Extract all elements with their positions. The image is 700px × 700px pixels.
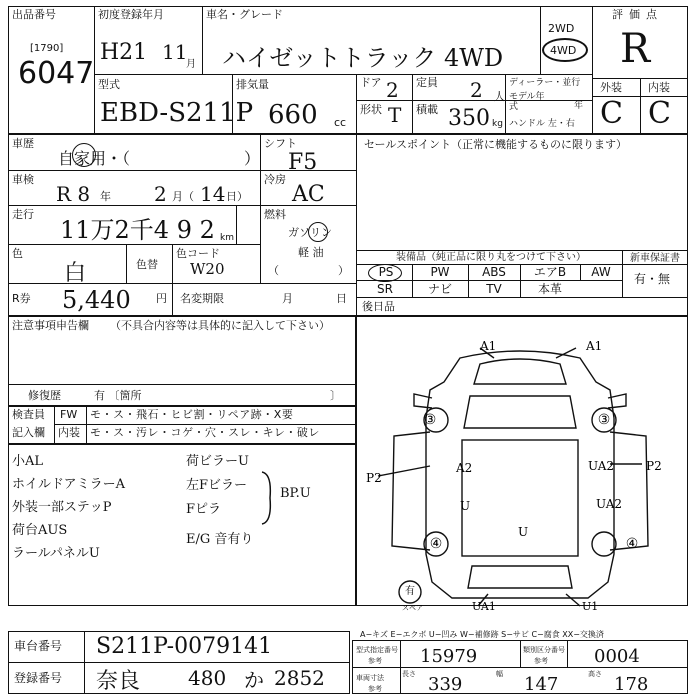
- diagram-label: P2: [646, 459, 662, 473]
- remark-right-item: Fピラ: [186, 502, 222, 517]
- registration-year: H21: [100, 40, 148, 65]
- new-warranty-label: 新車保証書: [630, 253, 680, 264]
- model-label: 型式: [98, 78, 120, 91]
- equip-abs: ABS: [482, 265, 506, 279]
- inspection-month: 2: [154, 182, 167, 206]
- mileage-label: 走行: [12, 208, 34, 221]
- name-change-day: 日: [336, 292, 347, 305]
- doors-value: 2: [386, 78, 399, 102]
- color-value: 白: [64, 261, 87, 286]
- shape-value: T: [388, 103, 402, 127]
- diagram-label: UA2: [588, 459, 615, 473]
- approved-ref: 参考: [368, 657, 382, 665]
- equip-aw: AW: [591, 265, 611, 279]
- color-code-label: 色コード: [176, 247, 220, 260]
- fuel-diesel: 軽 油: [298, 246, 324, 259]
- model-value: EBD-S211P: [100, 98, 254, 128]
- displacement-label: 排気量: [236, 78, 269, 91]
- inspection-label: 車検: [12, 173, 34, 186]
- grade-exterior: C: [600, 96, 623, 131]
- shape-label: 形状: [360, 103, 382, 116]
- equip-sr: SR: [377, 282, 393, 296]
- recycle-value: 5,440: [62, 286, 131, 314]
- repair-close: 〕: [330, 389, 341, 402]
- fw-label: FW: [60, 408, 78, 421]
- grade-overall: R: [620, 26, 651, 72]
- damage-legend: A−キズ E−エクボ U−凹み W−補修跡 S−サビ C−腐食 XX−交換済: [360, 630, 604, 639]
- grade-label: 評価点: [612, 8, 663, 21]
- history-value: 自家用・（: [58, 149, 131, 168]
- equip-ps: PS: [378, 265, 394, 279]
- lot-code: [1790]: [30, 43, 64, 54]
- remark-bracket-text: BP.U: [280, 486, 311, 501]
- diagram-label: A1: [480, 339, 497, 353]
- color-code: W20: [190, 260, 225, 278]
- repair-value: 有 〔箇所: [94, 389, 142, 402]
- dimension-ref: 参考: [368, 685, 382, 693]
- diagram-label: A1: [586, 339, 603, 353]
- equip-navi: ナビ: [427, 282, 452, 296]
- interior-label: 内装: [648, 81, 670, 94]
- diagram-label: UA1: [472, 600, 496, 612]
- dimension-label: 車両寸法: [356, 674, 384, 682]
- equip-leather: 本革: [537, 282, 562, 296]
- lot-label: 出品番号: [12, 8, 56, 21]
- model-year-label: モデル年式: [509, 92, 545, 112]
- diagram-label: P2: [366, 471, 382, 485]
- mileage-value: 11万2千4 9 2: [60, 216, 215, 244]
- interior-line: モ・ス・汚レ・コゲ・穴・スレ・キレ・破レ: [90, 426, 320, 439]
- equipment-label: 装備品（純正品に限り丸をつけて下さい）: [396, 252, 586, 263]
- history-label: 車歴: [12, 137, 34, 150]
- model-year-unit: 年: [574, 101, 584, 111]
- width-value: 147: [524, 674, 559, 695]
- capacity-value: 2: [470, 78, 483, 102]
- category-value: 0004: [594, 646, 640, 667]
- remark-right-item: 荷ビラーU: [186, 454, 249, 469]
- shift-label: シフト: [264, 137, 297, 150]
- length-label: 長さ: [402, 670, 416, 678]
- approved-value: 15979: [420, 646, 478, 667]
- load-label: 積載: [416, 103, 438, 116]
- equip-ps-circle: [368, 264, 402, 282]
- remark-left-item: ホイルドアミラーA: [12, 477, 125, 492]
- remark-right-item: 左Fビラー: [186, 478, 248, 493]
- new-warranty-value: 有・無: [634, 272, 671, 286]
- chassis-value: S211P-0079141: [96, 634, 273, 659]
- diagram-label: ③: [423, 412, 437, 428]
- inspector-interior-label: 内装: [58, 426, 80, 439]
- displacement-unit: cc: [334, 116, 347, 129]
- load-unit: kg: [492, 119, 503, 129]
- remark-left-item: 外装一部ステッP: [12, 500, 112, 515]
- remarks-left: [12, 450, 125, 565]
- height-label: 高さ: [588, 670, 602, 678]
- height-value: 178: [614, 674, 649, 695]
- diagram-label: ④: [625, 536, 639, 552]
- fuel-gasoline: ガソリン: [288, 226, 332, 239]
- registration-month-unit: 月: [186, 59, 196, 70]
- notes-hint: （不具合内容等は具体的に記入して下さい）: [110, 319, 330, 332]
- mileage-unit: km: [220, 233, 234, 243]
- doors-label: ドア: [360, 76, 382, 89]
- capacity-label: 定員: [416, 76, 438, 89]
- history-close: ）: [244, 149, 261, 168]
- remark-bracket-icon: [258, 470, 278, 526]
- after-date-label: 後日品: [362, 300, 395, 313]
- diagram-label: ③: [597, 412, 611, 428]
- registration-month: 11: [162, 40, 188, 64]
- load-value: 350: [448, 106, 490, 131]
- fuel-paren-open: （: [268, 264, 279, 277]
- diagram-label: UA2: [596, 497, 623, 511]
- diagram-label: ④: [429, 536, 443, 552]
- sales-point-label: セールスポイント（正常に機能するものに限ります）: [364, 138, 628, 151]
- plate-kana: か: [244, 668, 264, 692]
- drive-2wd: 2WD: [548, 22, 575, 35]
- plate-region: 奈良: [96, 669, 141, 694]
- spare-value: 有: [405, 586, 415, 597]
- registration-label: 初度登録年月: [98, 8, 164, 21]
- drive-4wd: 4WD: [550, 44, 577, 57]
- history-selected-circle: [72, 143, 96, 167]
- diagram-label: U: [518, 525, 529, 539]
- recycle-label: R券: [12, 292, 31, 305]
- equip-tv: TV: [486, 282, 502, 296]
- color-label: 色: [12, 247, 23, 260]
- equip-pw: PW: [430, 265, 450, 279]
- plate-number: 2852: [274, 666, 325, 690]
- grade-interior: C: [648, 96, 671, 131]
- vehicle-name: ハイゼットトラック 4WD: [222, 44, 504, 72]
- shift-value: F5: [288, 150, 318, 175]
- remark-left-item: 小AL: [12, 454, 44, 469]
- displacement-value: 660: [268, 100, 318, 130]
- equip-airbag: エアB: [533, 265, 567, 279]
- spare-label: スペア: [402, 604, 423, 612]
- diagram-label: U: [460, 499, 471, 513]
- exterior-label: 外装: [600, 81, 622, 94]
- approved-label: 型式指定番号: [356, 646, 398, 654]
- width-label: 幅: [496, 670, 503, 678]
- fuel-label: 燃料: [264, 208, 286, 221]
- remark-left-item: 荷台AUS: [12, 523, 68, 538]
- inspection-month-unit: 月（: [172, 190, 194, 203]
- remark-left-item: ラールパネルU: [12, 546, 100, 561]
- dealer-label: ディーラー・並行: [509, 78, 581, 88]
- inspector-label-1: 検査員: [12, 408, 45, 421]
- recycle-unit: 円: [156, 292, 167, 305]
- notes-label: 注意事項申告欄: [12, 319, 89, 332]
- fuel-paren-close: ）: [338, 264, 349, 277]
- length-value: 339: [428, 674, 463, 695]
- category-label: 類別区分番号: [523, 646, 565, 654]
- vehicle-label: 車名・グレード: [206, 8, 283, 21]
- lot-number: 6047: [18, 56, 95, 91]
- fw-line: モ・ス・飛石・ヒビ割・リペア跡・X要: [90, 408, 294, 421]
- diagram-label: U1: [582, 600, 599, 612]
- name-change-month: 月: [282, 292, 293, 305]
- remarks-right: [186, 450, 253, 552]
- chassis-label: 車台番号: [14, 639, 63, 653]
- remark-right-item: E/G 音有り: [186, 532, 254, 547]
- inspection-year: R 8: [56, 182, 91, 206]
- repair-label: 修復歴: [28, 389, 61, 402]
- category-ref: 参考: [534, 657, 548, 665]
- inspector-label-2: 記入欄: [12, 426, 45, 439]
- inspection-day-unit: 日）: [226, 190, 248, 203]
- handle-label: ハンドル 左・右: [509, 119, 575, 129]
- inspection-year-unit: 年: [100, 190, 111, 203]
- car-damage-diagram: [360, 336, 684, 612]
- drive-4wd-circle: [542, 38, 588, 62]
- fuel-selected-circle: [308, 222, 328, 242]
- capacity-unit: 人: [494, 90, 505, 103]
- plate-class: 480: [188, 666, 227, 690]
- aircon-value: AC: [292, 182, 325, 207]
- name-change-label: 名変期限: [180, 292, 224, 305]
- plate-label: 登録番号: [14, 671, 63, 685]
- aircon-label: 冷房: [264, 173, 286, 186]
- inspection-day: 14: [200, 182, 226, 206]
- diagram-label: A2: [456, 461, 473, 475]
- color-change-label: 色替: [136, 258, 158, 271]
